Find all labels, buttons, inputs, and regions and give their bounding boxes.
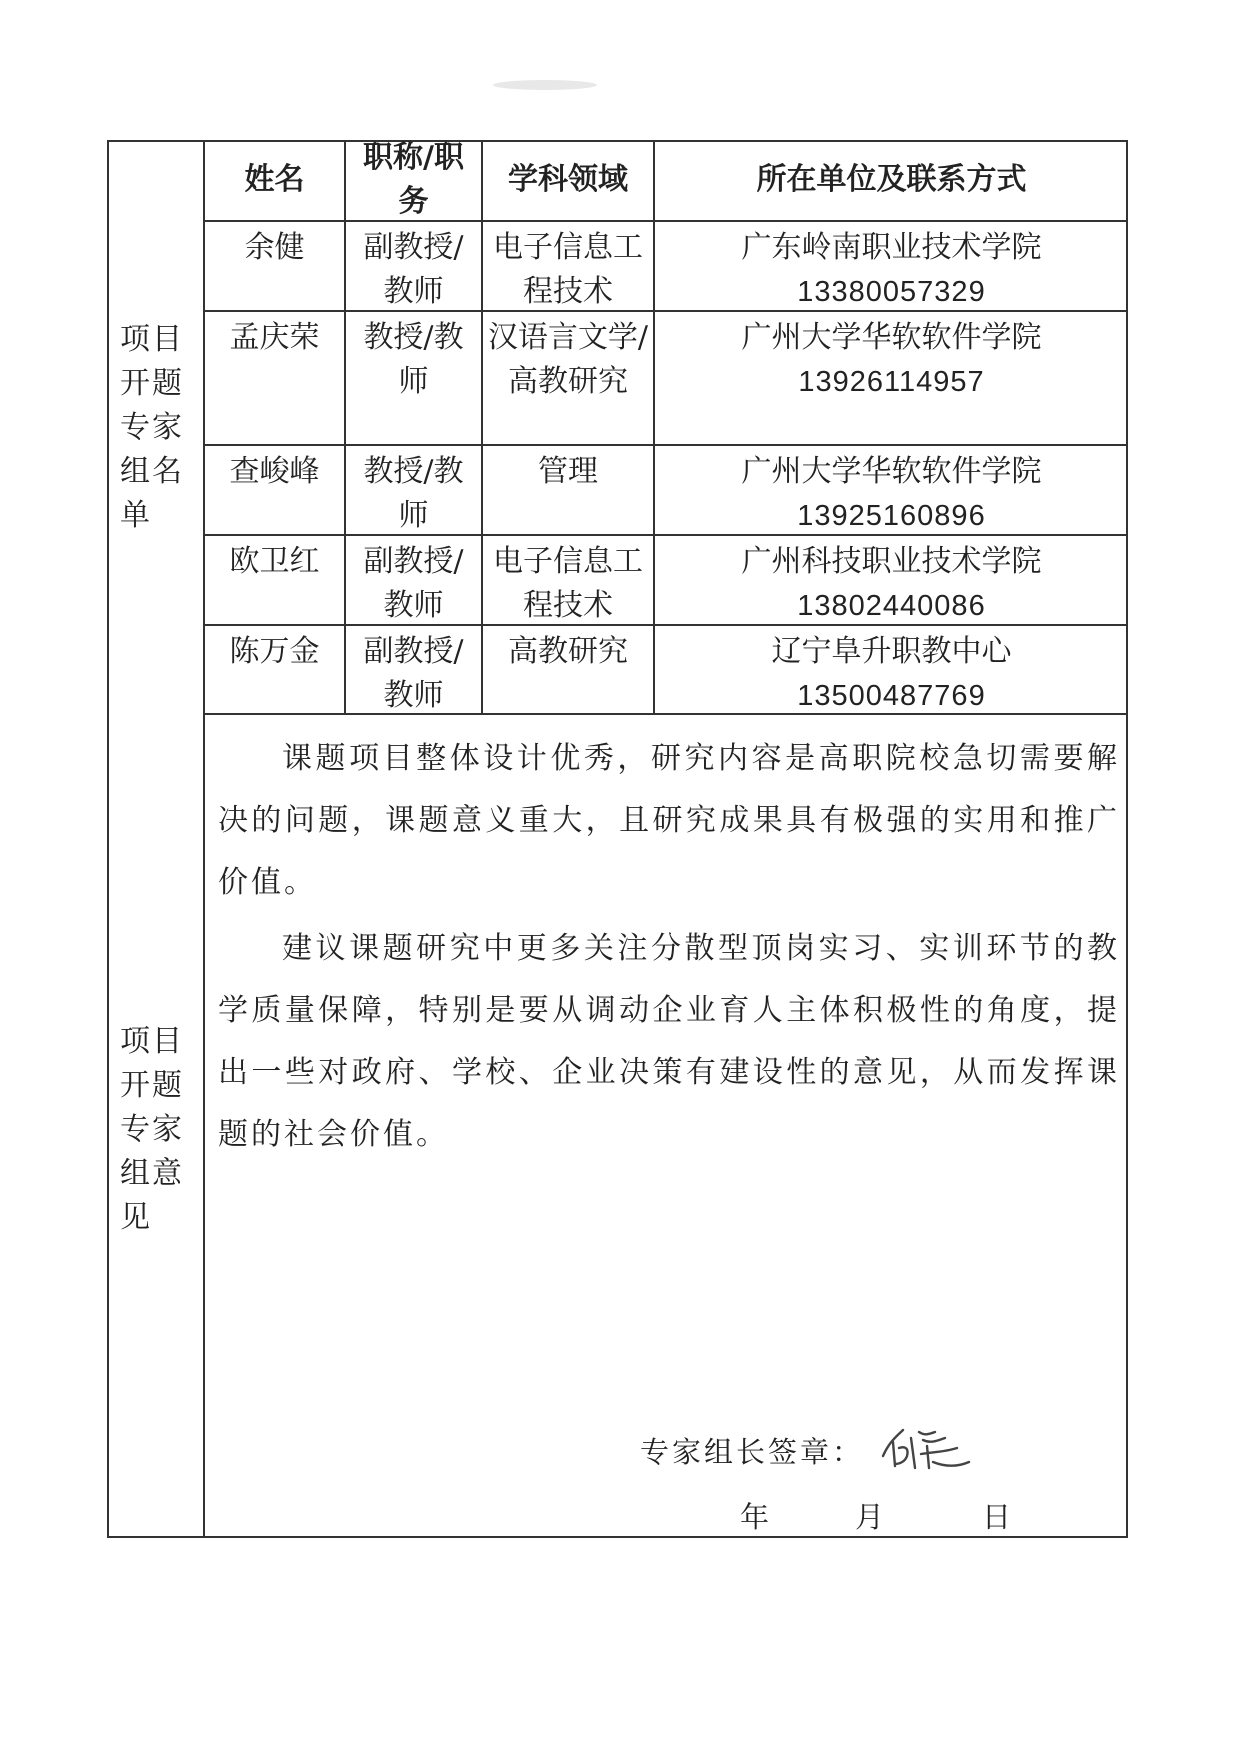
expert-field: 电子信息工程技术 <box>483 222 655 310</box>
expert-name: 欧卫红 <box>205 536 346 624</box>
header-unit: 所在单位及联系方式 <box>756 162 1027 197</box>
header-name: 姓名 <box>205 140 346 220</box>
table-row <box>205 312 1128 446</box>
unit-phone: 13380057329 <box>797 276 986 308</box>
expert-unit <box>655 222 1128 310</box>
expert-name: 余健 <box>205 222 346 310</box>
table-row <box>205 626 1128 715</box>
header-title: 职称/职务 <box>346 140 483 220</box>
date-month: 月 <box>855 1500 885 1534</box>
expert-name: 孟庆荣 <box>205 312 346 444</box>
opinion-text <box>218 728 1120 1170</box>
expert-field: 高教研究 <box>483 626 655 713</box>
expert-field: 电子信息工程技术 <box>483 536 655 624</box>
expert-name: 陈万金 <box>205 626 346 713</box>
unit-phone: 13500487769 <box>797 680 986 712</box>
expert-field: 汉语言文学/高教研究 <box>483 312 655 444</box>
experts-section-label: 项目开题专家组名单 <box>120 322 184 533</box>
table-row <box>205 536 1128 626</box>
signature-label: 专家组长签章： <box>640 1435 865 1469</box>
scan-smudge <box>490 78 600 92</box>
expert-title: 教授/教师 <box>346 446 483 534</box>
expert-title: 教授/教师 <box>346 312 483 444</box>
unit-name: 辽宁阜升职教中心 <box>771 634 1012 669</box>
table-row <box>205 222 1128 312</box>
opinion-paragraph: 建议课题研究中更多关注分散型顶岗实习、实训环节的教学质量保障，特别是要从调动企业育人主体积极性的角度，提出一些对政府、学校、企业决策有建设性的意见，从而发挥课题的社会价值。 <box>218 931 1120 1152</box>
expert-title: 副教授/教师 <box>346 536 483 624</box>
expert-name: 查峻峰 <box>205 446 346 534</box>
table-row <box>205 446 1128 536</box>
unit-phone: 13926114957 <box>798 366 985 398</box>
unit-name: 广东岭南职业技术学院 <box>741 230 1042 265</box>
opinion-paragraph: 课题项目整体设计优秀，研究内容是高职院校急切需要解决的问题，课题意义重大，且研究成果具有极强的实用和推广价值。 <box>218 741 1120 900</box>
expert-unit <box>655 446 1128 534</box>
unit-name: 广州大学华软软件学院 <box>741 320 1042 355</box>
unit-phone: 13802440086 <box>797 590 986 622</box>
expert-title: 副教授/教师 <box>346 222 483 310</box>
table-header-row <box>205 140 1128 222</box>
unit-phone: 13925160896 <box>797 500 986 532</box>
expert-unit <box>655 312 1128 444</box>
unit-name: 广州大学华软软件学院 <box>741 454 1042 489</box>
header-field: 学科领域 <box>483 140 655 220</box>
expert-unit <box>655 626 1128 713</box>
handwritten-signature <box>875 1418 975 1478</box>
date-day: 日 <box>982 1500 1012 1534</box>
expert-title: 副教授/教师 <box>346 626 483 713</box>
expert-unit <box>655 536 1128 624</box>
expert-field: 管理 <box>483 446 655 534</box>
opinion-section-label: 项目开题专家组意见 <box>120 1024 184 1235</box>
unit-name: 广州科技职业技术学院 <box>741 544 1042 579</box>
date-year: 年 <box>740 1500 770 1534</box>
